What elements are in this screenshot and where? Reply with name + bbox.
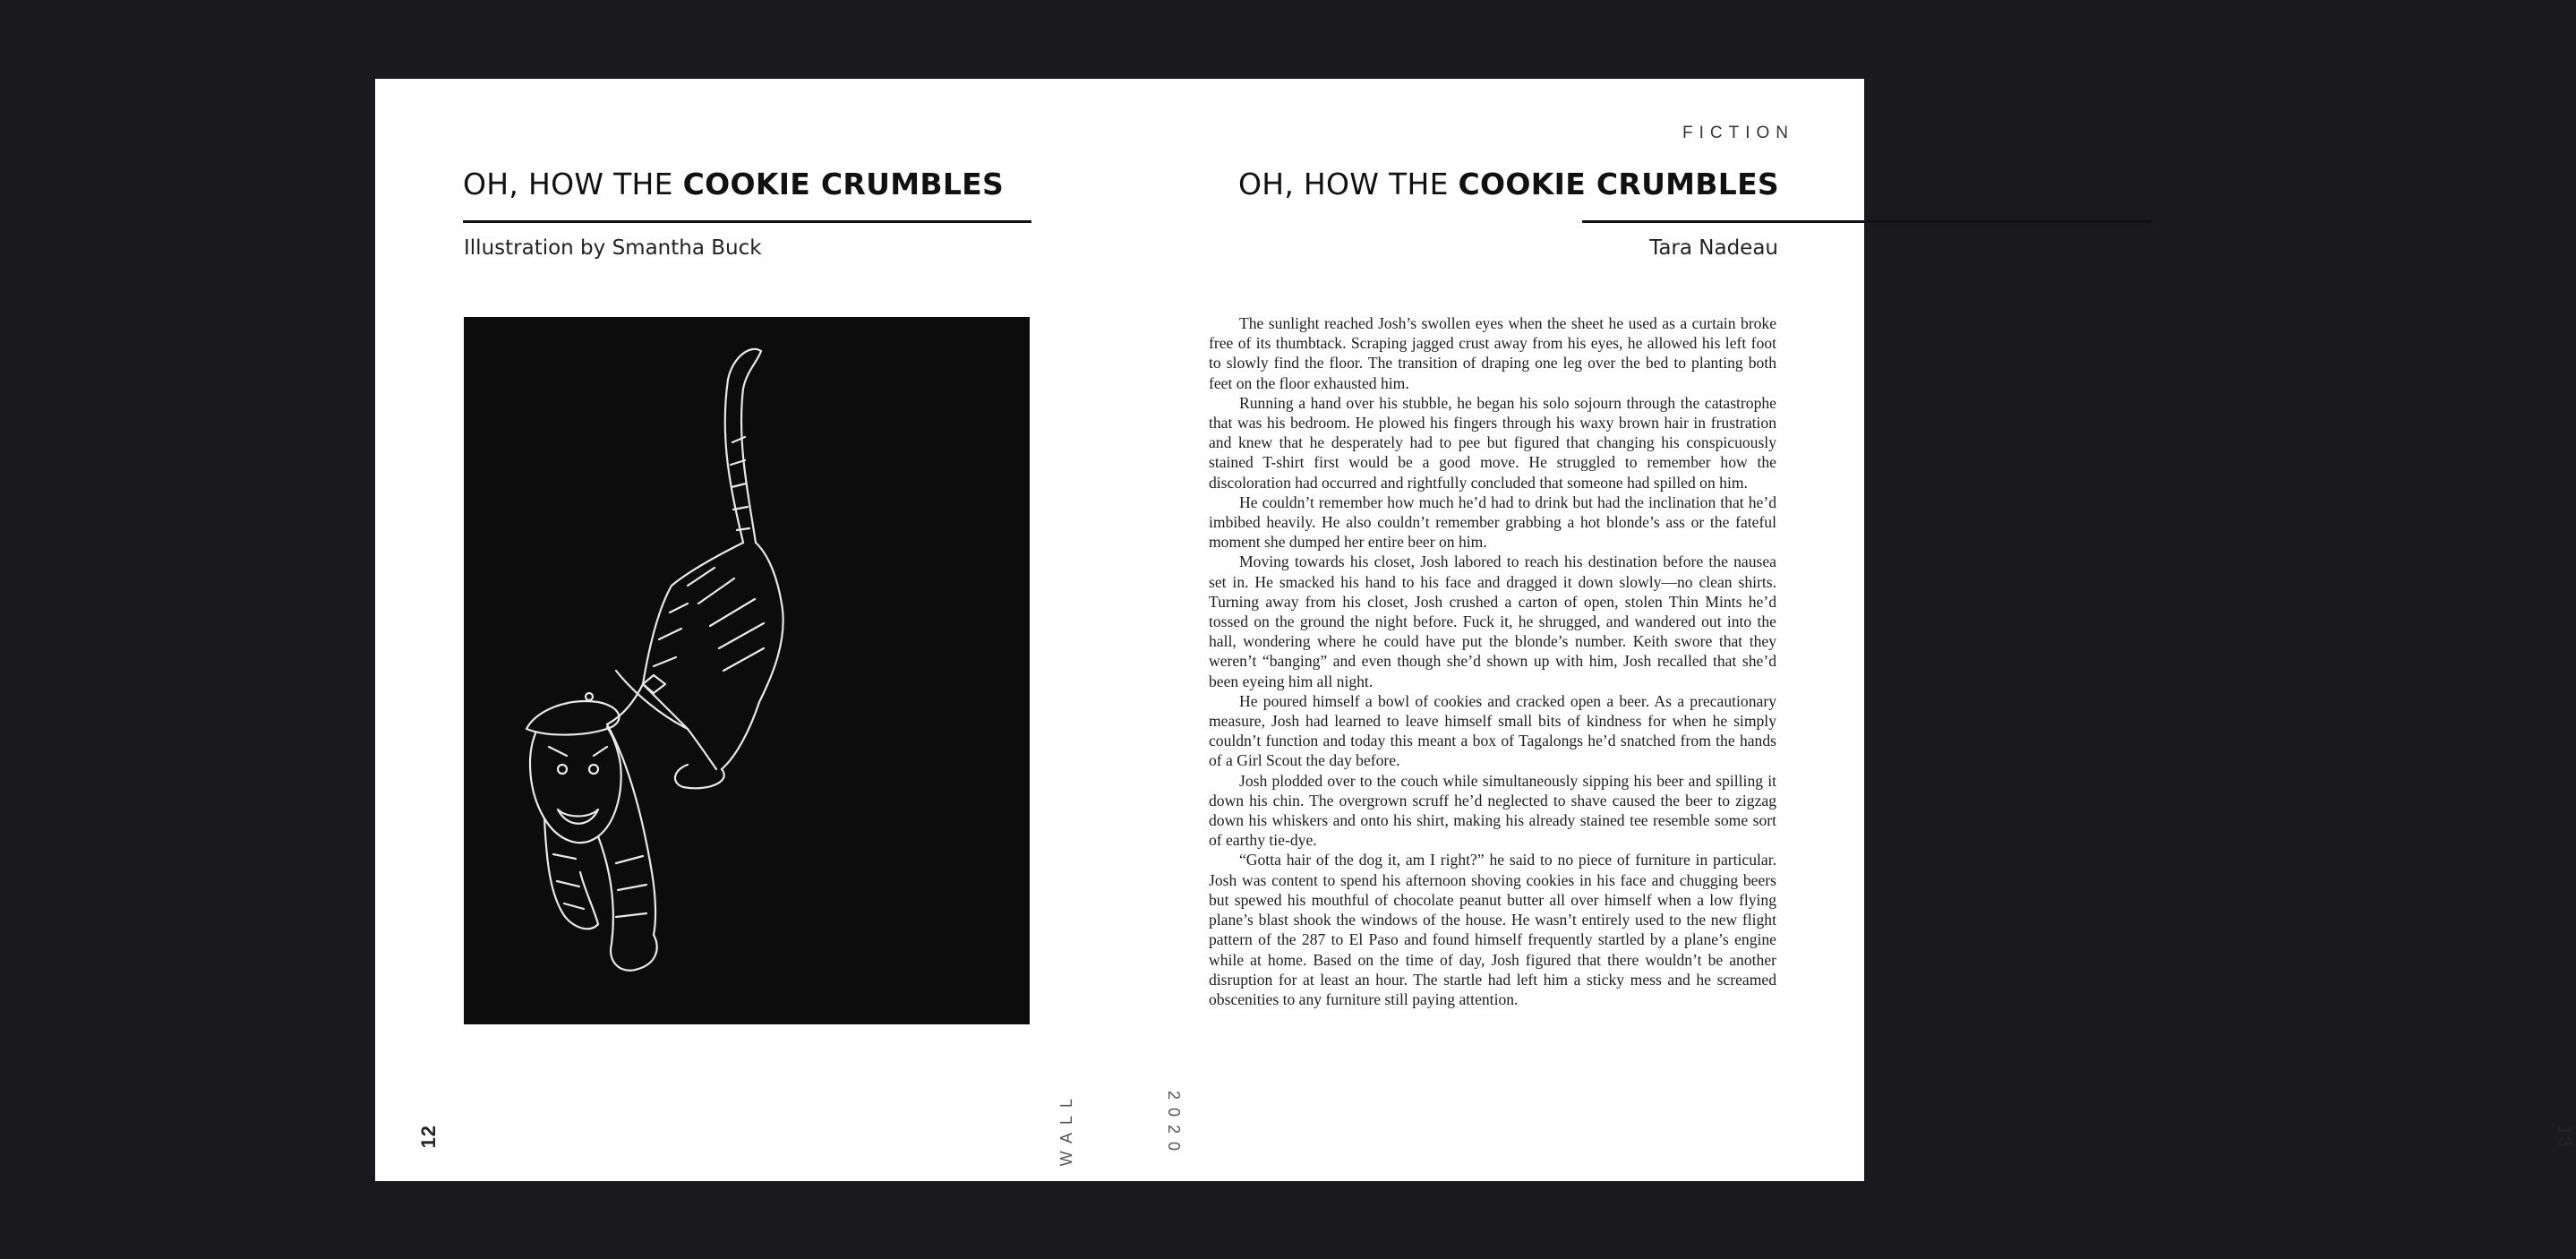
- page-number-left: 12: [417, 1125, 440, 1149]
- story-paragraph: He poured himself a bowl of cookies and cracked open a beer. As a precautionary measure, Josh had learned to leave himself small bits of kindness for when he simply couldn’t function and today this meant a box of Tagalongs he’d snatched from the hands of a Girl Scout the day before.: [1209, 691, 1776, 770]
- story-paragraph: The sunlight reached Josh’s swollen eyes when the sheet he used as a curtain broke free of its thumbtack. Scraping jagged crust away from his eyes, he allowed his left foot to slowly find the floor. The transition of draping one leg over the bed to planting both feet on the floor exhausted him.: [1209, 314, 1776, 392]
- tiger-illustration: [464, 317, 1030, 1024]
- left-page: [375, 79, 1120, 1181]
- section-label: FICTION: [1682, 124, 1794, 142]
- spine-wall: WALL: [1057, 1091, 1075, 1167]
- story-body: [1209, 313, 1776, 1009]
- story-paragraph: He couldn’t remember how much he’d had to drink but had the inclination that he’d imbibed heavily. He also couldn’t remember grabbing a hot blonde’s ass or the fateful moment she dumped her entire beer on him.: [1209, 492, 1776, 552]
- illustration-credit: Illustration by Smantha Buck: [464, 236, 762, 260]
- right-page-title: [1238, 167, 1779, 201]
- page-number-right: 13: [2554, 1125, 2576, 1149]
- story-paragraph: Moving towards his closet, Josh labored to reach his destination before the nausea set in. He smacked his hand to his face and dragged it down slowly—no clean shirts. Turning away from his closet, Josh crushed a carton of open, stolen Thin Mints he’d tossed on the ground the night before. Fuck it, he shrugged, and wandered out into the hall, wondering where he could have put the blonde’s number. Keith swore that they weren’t “banging” and even though she’d shown up with him, Josh recalled that she’d been eyeing him all night.: [1209, 552, 1776, 690]
- left-title-bold: COOKIE CRUMBLES: [682, 167, 1005, 201]
- author-byline: Tara Nadeau: [1649, 236, 1778, 260]
- story-paragraph: Josh plodded over to the couch while simultaneously sipping his beer and spilling it down his chin. The overgrown scruff he’d neglected to shave caused the beer to zigzag down his whiskers and onto his shirt, making his already stained tee resemble some sort of earthy tie-dye.: [1209, 771, 1776, 850]
- story-paragraph: “Gotta hair of the dog it, am I right?” he said to no piece of furniture in particular. Josh was content to spend his afternoon shoving cookies in his face and chugging beers but spewed his mouthful of chocolate peanut butter all over himself when a low flying plane’s blast shook the windows of the house. He wasn’t entirely used to the new flight pattern of the 287 to El Paso and found himself frequently startled by a plane’s engine while at home. Based on the time of day, Josh figured that there wouldn’t be another disruption for at least an hour. The startle had left him a sticky mess and he screamed obscenities to any furniture still paying attention.: [1209, 851, 1776, 1008]
- right-title-rule: [1582, 220, 2151, 223]
- left-page-title: [463, 167, 1004, 201]
- left-title-light: OH, HOW THE: [463, 167, 683, 201]
- right-title-light: OH, HOW THE: [1237, 167, 1459, 201]
- left-title-rule: [463, 220, 1031, 223]
- magazine-spread: [375, 79, 2576, 1181]
- story-paragraph: Running a hand over his stubble, he began his solo sojourn through the catastrophe that was his bedroom. He plowed his fingers through his waxy brown hair in frustration and knew that he desperately had to pee but figured that changing his conspicuously stained T-shirt first would be a good move. He struggled to remember how the discoloration had occurred and rightfully concluded that someone had spilled on him.: [1209, 393, 1776, 492]
- tiger-icon: [464, 317, 1030, 1024]
- right-title-bold: COOKIE CRUMBLES: [1458, 167, 1779, 201]
- spine-year: 2020: [1165, 1091, 1183, 1160]
